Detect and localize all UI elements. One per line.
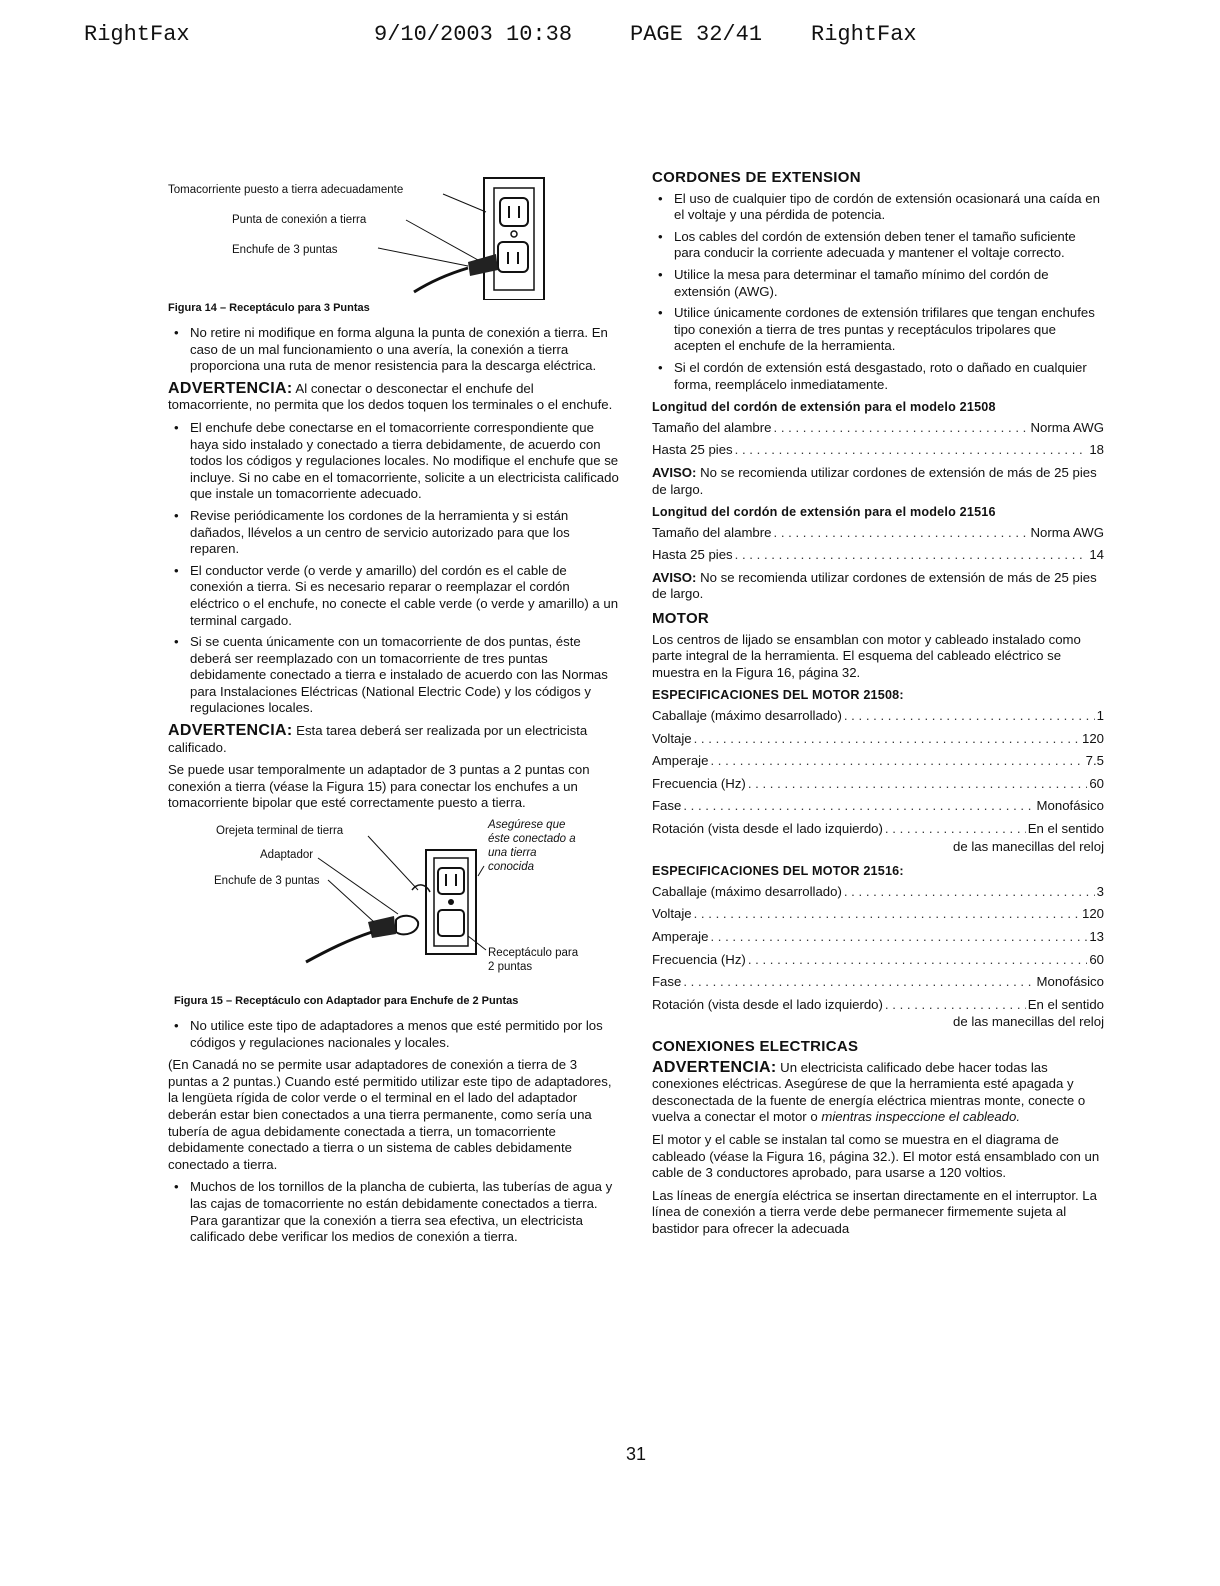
cords-heading: CORDONES DE EXTENSION [652, 169, 861, 186]
fax-datetime: 9/10/2003 10:38 [374, 22, 573, 47]
rotation-continuation: de las manecillas del reloj [953, 1014, 1104, 1030]
electrical-warning [652, 1060, 1104, 1126]
rotation-continuation: de las manecillas del reloj [953, 838, 1104, 854]
warning-text: Esta tarea deberá ser realizada por un electricista calificado. [168, 723, 588, 755]
canada-paragraph: (En Canadá no se permite usar adaptadores de conexión a tierra de 3 puntas a 2 puntas.) Cuando esté permitido utilizar este tipo de adaptadores, la lengüeta rígida de color verde o el terminal en el lado del adaptador deberán estar bien conectados a una tierra permanente, como sería una tubería de agua debidamente conectada a tierra, un tomacorriente debidamente conectado a tierra o un sistema de cables debidamente conectado a tierra. [168, 1057, 612, 1172]
table-row: Caballaje (máximo desarrollado) . . . 3 [652, 884, 1104, 901]
figure-14 [168, 170, 620, 300]
list-item: • Revise periódicamente los cordones de la herramienta y si están dañados, llévelos a un centro de servicio autorizado para que los reparen. [190, 508, 620, 558]
table-row: Frecuencia (Hz) . . . 60 [652, 952, 1104, 969]
figure-15-caption: Figura 15 – Receptáculo con Adaptador para Enchufe de 2 Puntas [174, 995, 519, 1008]
fax-sender-left: RightFax [84, 22, 190, 47]
electrical-connections-heading: CONEXIONES ELECTRICAS [652, 1037, 859, 1055]
table-row: Fase . . . Monofásico [652, 798, 1104, 815]
bullet-list-4 [168, 1179, 620, 1245]
fig15-label-plug: Enchufe de 3 puntas [214, 875, 320, 888]
warning-text: Un electricista calificado debe hacer todas las conexiones eléctricas. Asegúrese de que la herramienta esté apagada y desconectada de la fuente de energía eléctrica mientras monte, conecte o vuelva a conectar el motor o [652, 1059, 1086, 1125]
list-item: • Utilice únicamente cordones de extensión trifilares que tengan enchufes tipo conexión a tierra de tres puntas y receptáculos tripolares que acepten el enchufe de la herramienta. [674, 305, 1104, 355]
list-item: • El enchufe debe conectarse en el tomacorriente correspondiente que haya sido instalado y conectado a tierra debidamente, de acuerdo con todos los códigos y regulaciones locales. No modifique el enchufe que se incluye. Si no cabe en el tomacorriente, solicite a un electricista calificado que instale un tomacorriente adecuado. [190, 420, 620, 503]
fig14-label-plug: Enchufe de 3 puntas [232, 244, 338, 256]
fig15-label-adapter: Adaptador [260, 849, 314, 862]
warning-label: ADVERTENCIA: [168, 722, 293, 740]
bullet-list-3 [168, 1018, 620, 1051]
list-item: • El uso de cualquier tipo de cordón de extensión ocasionará una caída en el voltaje y una pérdida de potencia. [674, 191, 1104, 224]
notice-label: AVISO: [652, 569, 697, 585]
list-item: • Los cables del cordón de extensión deben tener el tamaño suficiente para conducir la corriente adecuada y mantener el voltaje correcto. [674, 229, 1104, 262]
fax-header [84, 22, 1100, 147]
fig15-label-receptacle: Receptáculo para 2 puntas [488, 947, 579, 974]
motor-paragraph: Los centros de lijado se ensamblan con motor y cableado instalado como parte integral de la herramienta. El esquema del cableado eléctrico se muestra en la Figura 16, página 32. [652, 631, 1081, 680]
motor-21508-spec-heading: ESPECIFICACIONES DEL MOTOR 21508: [652, 688, 904, 703]
notice-2 [652, 570, 1104, 603]
table-row: Hasta 25 pies . . . 18 [652, 442, 1104, 459]
warning-text: Al conectar o desconectar el enchufe del tomacorriente, no permita que los dedos toquen los terminales o el enchufe. [168, 380, 613, 413]
page-number: 31 [626, 1444, 647, 1464]
warning-2 [168, 723, 620, 756]
notice-text: No se recomienda utilizar cordones de extensión de más de 25 pies de largo. [652, 464, 1097, 497]
warning-italic-text: mientras inspeccione el cableado. [821, 1109, 1020, 1125]
table-row: Rotación (vista desde el lado izquierdo) . . . En el sentido [652, 997, 1104, 1014]
table-row: Frecuencia (Hz) . . . 60 [652, 776, 1104, 793]
cord-length-21508-heading: Longitud del cordón de extensión para el modelo 21508 [652, 400, 996, 415]
fax-sender-right: RightFax [811, 22, 917, 47]
electrical-paragraph-1: El motor y el cable se instalan tal como se muestra en el diagrama de cableado (véase la Figura 16, página 32.). El motor está ensamblado con un cable de 3 conductores aprobado, para usarse a 120 voltios. [652, 1131, 1100, 1181]
bullet-list-1 [168, 325, 620, 375]
notice-1 [652, 465, 1104, 498]
list-item: • El conductor verde (o verde y amarillo) del cordón es el cable de conexión a tierra. Si es necesario reparar o reemplazar el cordón eléctrico o el enchufe, no conecte el cable verde (o verde y amarillo) a un terminal cargado. [190, 563, 620, 629]
notice-label: AVISO: [652, 464, 697, 480]
table-row: Hasta 25 pies . . . 14 [652, 547, 1104, 564]
motor-heading: MOTOR [652, 610, 710, 628]
table-row: Tamaño del alambre . . . Norma AWG [652, 420, 1104, 437]
table-row: Amperaje . . . 7.5 [652, 753, 1104, 770]
adapter-paragraph: Se puede usar temporalmente un adaptador de 3 puntas a 2 puntas con conexión a tierra (véase la Figura 15) para conectar los enchufes a un tomacorriente bipolar que esté correctamente puesto a tierra. [168, 762, 590, 811]
table-row: Fase . . . Monofásico [652, 974, 1104, 991]
motor-21516-spec-heading: ESPECIFICACIONES DEL MOTOR 21516: [652, 864, 904, 879]
list-item: • No retire ni modifique en forma alguna la punta de conexión a tierra. En caso de un mal funcionamiento o una avería, la conexión a tierra proporciona una ruta de menor resistencia para la descarga eléctrica. [190, 325, 620, 375]
table-row: Tamaño del alambre . . . Norma AWG [652, 525, 1104, 542]
warning-label: ADVERTENCIA: [168, 379, 293, 397]
right-column [652, 170, 1104, 1243]
fig14-label-outlet: Tomacorriente puesto a tierra adecuadamente [168, 184, 404, 196]
table-row: Voltaje . . . 120 [652, 731, 1104, 748]
list-item: • Muchos de los tornillos de la plancha de cubierta, las tuberías de agua y las cajas de tomacorriente no están debidamente conectados a tierra. Para garantizar que la conexión a tierra sea efectiva, un electricista calificado debe verificar los medios de conexión a tierra. [190, 1179, 620, 1245]
cord-length-21516-heading: Longitud del cordón de extensión para el modelo 21516 [652, 505, 996, 520]
list-item: • Si el cordón de extensión está desgastado, roto o dañado en cualquier forma, reemplácelo inmediatamente. [674, 360, 1104, 393]
electrical-paragraph-2: Las líneas de energía eléctrica se insertan directamente en el interruptor. La línea de conexión a tierra verde debe permanecer firmemente sujeta al bastidor para ofrecer la adecuada [652, 1187, 1097, 1236]
list-item: • Si se cuenta únicamente con un tomacorriente de dos puntas, éste deberá ser reemplazado con un tomacorriente de tres puntas debidamente conectado a tierra e instalado de acuerdo con las Normas para Instalaciones Eléctricas (National Electric Code) y los códigos y regulaciones locales. [190, 634, 620, 717]
fig14-label-pin: Punta de conexión a tierra [232, 214, 367, 226]
table-row: Amperaje . . . 13 [652, 929, 1104, 946]
list-item: • No utilice este tipo de adaptadores a menos que esté permitido por los códigos y regulaciones nacionales y locales. [190, 1018, 620, 1051]
fig15-label-ensure: Asegúrese que éste conectado a una tierra conocida [488, 819, 576, 874]
fig15-label-lug: Orejeta terminal de tierra [216, 825, 344, 838]
fax-page: PAGE 32/41 [630, 22, 763, 47]
notice-text: No se recomienda utilizar cordones de extensión de más de 25 pies de largo. [652, 569, 1097, 602]
table-row: Rotación (vista desde el lado izquierdo) . . . En el sentido [652, 821, 1104, 838]
table-row: Caballaje (máximo desarrollado) . . . 1 [652, 708, 1104, 725]
table-row: Voltaje . . . 120 [652, 906, 1104, 923]
figure-14-caption: Figura 14 – Receptáculo para 3 Puntas [168, 302, 370, 314]
figure-15 [168, 818, 620, 993]
list-item: • Utilice la mesa para determinar el tamaño mínimo del cordón de extensión (AWG). [674, 267, 1104, 300]
cords-bullets [652, 191, 1104, 394]
warning-1 [168, 381, 620, 414]
left-column [168, 170, 620, 1252]
warning-label: ADVERTENCIA: [652, 1058, 777, 1076]
bullet-list-2 [168, 420, 620, 717]
